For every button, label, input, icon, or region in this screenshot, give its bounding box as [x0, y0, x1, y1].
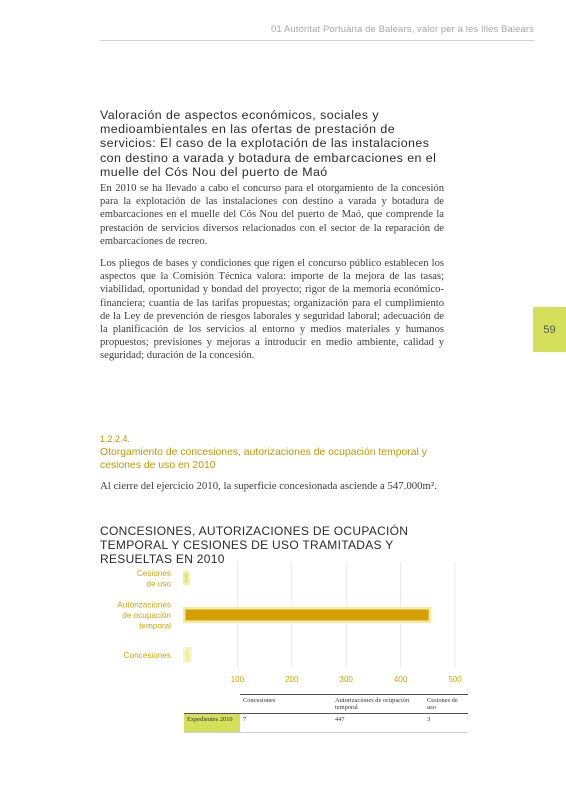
category-label: Cesiones — [136, 568, 171, 578]
chart-title: CONCESIONES, AUTORIZACIONES DE OCUPACIÓN TEMPORAL Y CESIONES DE USO TRAMITADAS Y RESUELTAS EN 2010 — [100, 524, 409, 566]
bar — [186, 610, 429, 621]
running-header: 01 Autoritat Portuària de Balears, valor per a les Illes Balears — [270, 24, 534, 35]
table-header-row — [184, 695, 468, 714]
x-tick-label: 100 — [230, 675, 245, 684]
table-cell-concesiones: 7 — [240, 714, 332, 733]
table-cell-autorizaciones: 447 — [332, 714, 424, 733]
page-number-tab: 59 — [533, 307, 566, 352]
x-tick-label: 200 — [285, 675, 299, 684]
bar-chart — [0, 560, 566, 690]
category-label: de ocupación — [122, 611, 171, 620]
table-cell-cesiones: 3 — [424, 714, 468, 733]
subsection-title: Otorgamiento de concesiones, autorizaciones de ocupación temporal y cesiones de uso en 2010 — [100, 447, 427, 472]
category-label: Concesiones — [123, 651, 171, 660]
paragraph-intro: En 2010 se ha llevado a cabo el concurso para el otorgamiento de la concesión para la explotación de las instalaciones con destino a varada y botadura de embarcaciones en el muelle del Cós Nou del puerto de Maó, que comprende la prestación de servicios diversos relacionados con el sector de la reparación de embarcaciones de recreo. — [100, 183, 444, 247]
category-label: temporal — [139, 621, 171, 631]
x-tick-label: 400 — [393, 675, 408, 684]
subsection-number: 1.2.2.4. — [100, 434, 131, 444]
category-label: Autorizaciones — [117, 600, 171, 610]
table-row-label: Expedientes 2010 — [184, 714, 240, 733]
paragraph-criteria: Los pliegos de bases y condiciones que rigen el concurso público establecen los aspectos que la Comisión Técnica valora: importe de la mejora de las tasas; viabilidad, oportunidad y bondad del proyecto; rigor de la memoria económico-financiera; cuantía de las tarifas propuestas; organización para el cumplimiento de la Ley de prevención de riesgos laborales y seguridad laboral; adecuación de la planificación de los servicios al entorno y medios materiales y humanos propuestos; previsiones y mejoras a introducir en medio ambiente, calidad y seguridad; duración de la concesión. — [100, 258, 444, 362]
category-label: de uso — [146, 579, 171, 589]
table-header-cesiones: Cesiones de uso — [424, 695, 468, 714]
header-rule — [100, 40, 534, 41]
table-row — [184, 714, 468, 733]
bar — [186, 574, 188, 583]
table-header-blank — [184, 695, 240, 714]
x-tick-label: 300 — [339, 675, 353, 684]
x-tick-label: 500 — [448, 675, 462, 684]
data-table — [184, 694, 468, 733]
paragraph-surface: Al cierre del ejercicio 2010, la superficie concesionada asciende a 547.000m². — [100, 480, 437, 492]
table-header-concesiones: Concesiones — [240, 695, 332, 714]
section-title: Valoración de aspectos económicos, sociales y medioambientales en las ofertas de prestación de servicios: El caso de la explotación de las instalaciones con destino a varada y botadura de embarcaciones en el muelle del Cós Nou del puerto de Maó — [100, 108, 437, 179]
bar — [186, 650, 190, 661]
table-header-autorizaciones: Autorizaciones de ocupación temporal — [332, 695, 424, 714]
